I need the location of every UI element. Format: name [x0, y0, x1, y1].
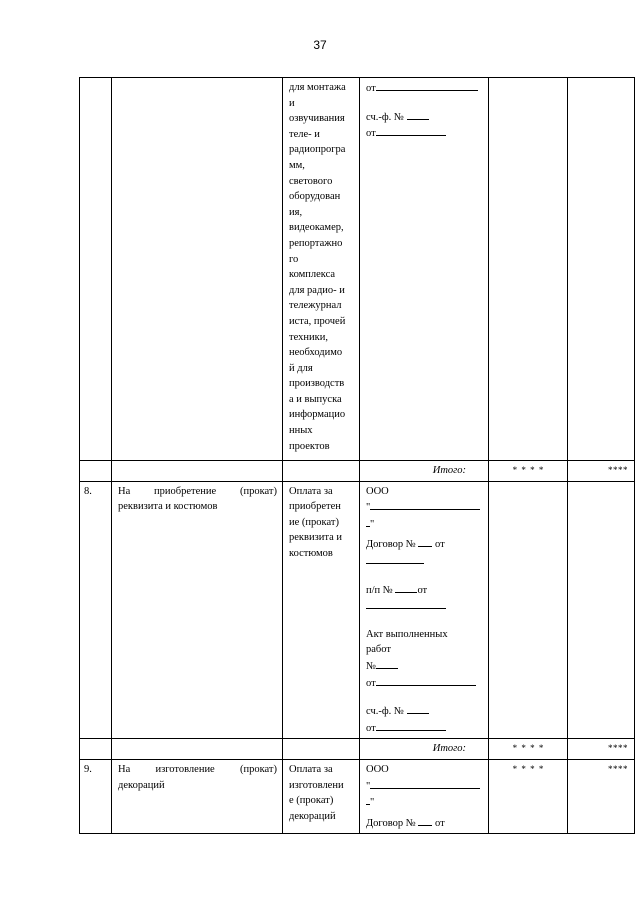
- purpose-line: й для: [289, 362, 313, 374]
- date-label: от: [435, 539, 445, 551]
- quote-mark: ": [366, 780, 371, 792]
- purpose-line: комплекса: [289, 269, 336, 281]
- contract-label: Договор №: [366, 817, 416, 829]
- purpose-line: для радио- и: [289, 284, 345, 296]
- purpose-line: для монтажа: [289, 82, 346, 93]
- date-label: от: [366, 128, 376, 140]
- act-label: Акт выполненных: [366, 628, 448, 640]
- row-stars-sum: ****: [568, 759, 635, 833]
- purpose-line: изготовлени: [289, 779, 344, 791]
- cell-amount: [489, 78, 568, 461]
- purpose-line: проектов: [289, 440, 330, 452]
- table-row-total: [80, 461, 635, 482]
- purpose-line: е (прокат): [289, 795, 334, 807]
- purpose-line: реквизита и: [289, 532, 342, 544]
- cell-documents: [360, 481, 489, 739]
- purpose-line: го: [289, 253, 299, 265]
- row-stars-amount: * * * *: [489, 759, 568, 833]
- row-description: На изготовление (прокат) декораций: [112, 759, 283, 833]
- date-label: от: [366, 677, 376, 689]
- purpose-line: информацио: [289, 409, 346, 421]
- row-number: 9.: [80, 759, 112, 833]
- cell-amount: [489, 481, 568, 739]
- org-label: ООО: [366, 763, 389, 775]
- page-number: 37: [313, 38, 327, 52]
- cell-total: [568, 481, 635, 739]
- expense-table: [79, 77, 635, 834]
- purpose-line: теле- и: [289, 128, 320, 140]
- purpose-line: видеокамер,: [289, 222, 344, 234]
- purpose-line: ие (прокат): [289, 516, 339, 528]
- number-label: №: [366, 660, 377, 672]
- purpose-line: производств: [289, 378, 345, 390]
- payment-order-label: п/п №: [366, 584, 393, 596]
- invoice-label: сч.-ф. №: [366, 111, 404, 123]
- purpose-line: ия,: [289, 206, 303, 218]
- total-stars-amount: * * * *: [489, 461, 568, 482]
- purpose-line: и: [289, 97, 295, 109]
- table-row-9: [80, 759, 635, 833]
- org-label: ООО: [366, 485, 389, 497]
- quote-mark: ": [370, 518, 375, 530]
- purpose-line: радиопрогра: [289, 144, 346, 156]
- row-description: На приобретение (прокат) реквизита и костюмов: [112, 481, 283, 739]
- purpose-line: тележурнал: [289, 300, 342, 312]
- cell-purpose: [283, 481, 360, 739]
- cell-documents: [360, 759, 489, 833]
- purpose-line: нных: [289, 425, 313, 437]
- purpose-line: Оплата за: [289, 485, 333, 497]
- date-label: от: [435, 817, 445, 829]
- cell-total: [568, 78, 635, 461]
- invoice-label: сч.-ф. №: [366, 706, 404, 718]
- purpose-line: репортажно: [289, 237, 343, 249]
- date-label: от: [366, 722, 376, 734]
- cell-purpose: [283, 78, 360, 461]
- total-label: Итого:: [360, 461, 489, 482]
- purpose-line: костюмов: [289, 547, 333, 559]
- table-row-total: [80, 739, 635, 760]
- purpose-line: необходимо: [289, 347, 343, 359]
- purpose-line: а и выпуска: [289, 393, 342, 405]
- purpose-line: мм,: [289, 159, 305, 171]
- row-number: 8.: [80, 481, 112, 739]
- purpose-line: светового: [289, 175, 333, 187]
- purpose-line: оборудован: [289, 191, 341, 203]
- purpose-line: озвучивания: [289, 113, 345, 125]
- purpose-line: техники,: [289, 331, 328, 343]
- act-label: работ: [366, 644, 391, 656]
- cell-number: [80, 78, 112, 461]
- purpose-line: Оплата за: [289, 763, 333, 775]
- table-row-8: [80, 481, 635, 739]
- quote-mark: ": [366, 502, 371, 514]
- total-stars-sum: ****: [568, 739, 635, 760]
- quote-mark: ": [370, 797, 375, 809]
- table-row-continuation: [80, 78, 635, 461]
- date-label: от: [417, 584, 428, 596]
- total-label: Итого:: [360, 739, 489, 760]
- cell-description: [112, 78, 283, 461]
- purpose-line: декораций: [289, 810, 336, 822]
- contract-label: Договор №: [366, 539, 416, 551]
- total-stars-sum: ****: [568, 461, 635, 482]
- cell-purpose: [283, 759, 360, 833]
- cell-documents: [360, 78, 489, 461]
- purpose-line: приобретен: [289, 501, 341, 513]
- total-stars-amount: * * * *: [489, 739, 568, 760]
- purpose-line: иста, прочей: [289, 315, 346, 327]
- date-label: от: [366, 83, 376, 94]
